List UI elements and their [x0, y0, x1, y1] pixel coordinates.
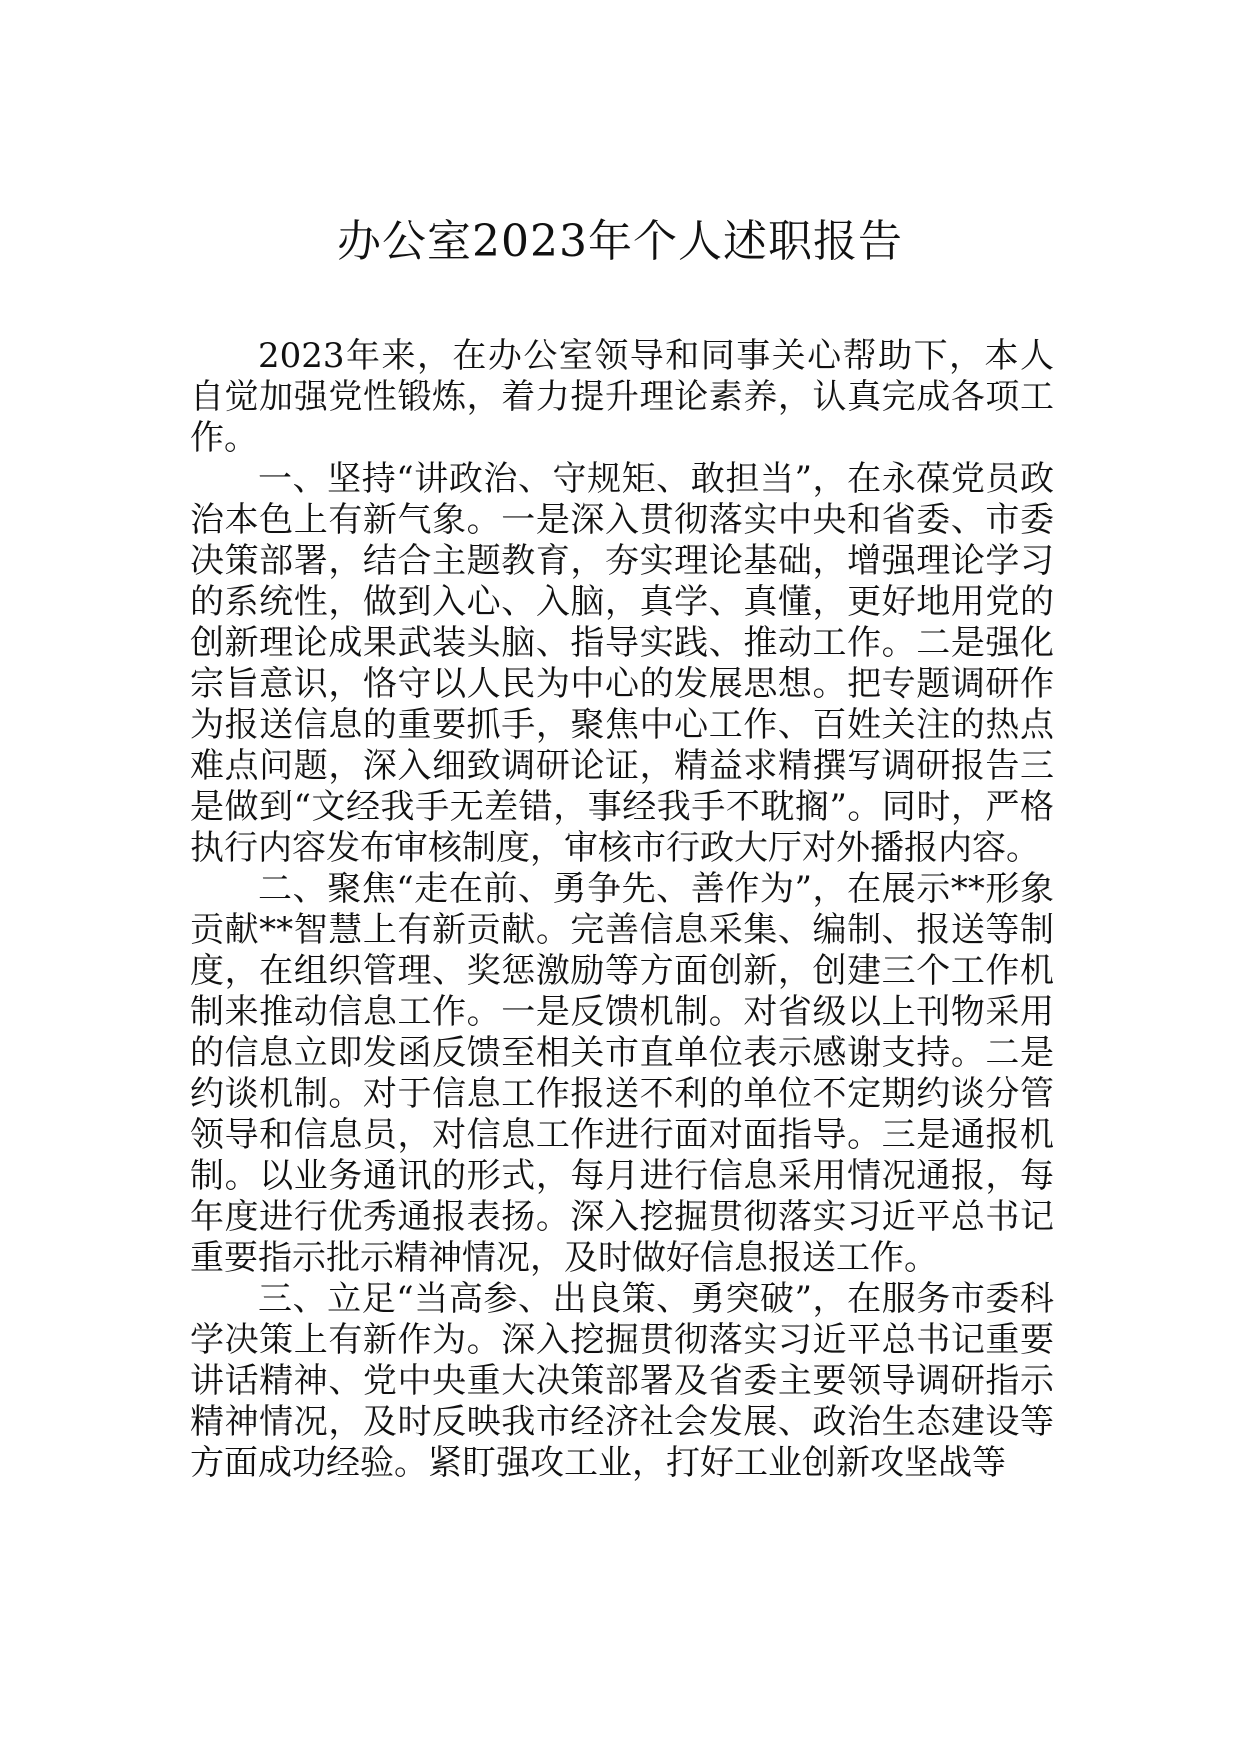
paragraph-intro: 2023年来，在办公室领导和同事关心帮助下，本人自觉加强党性锻炼，着力提升理论素养，认真完成各项工作。 — [190, 336, 1054, 458]
paragraph-section-three: 三、立足“当高参、出良策、勇突破”，在服务市委科学决策上有新作为。深入挖掘贯彻落实习近平总书记重要讲话精神、党中央重大决策部署及省委主要领导调研指示精神情况，及时反映我市经济社会发展、政治生态建设等方面成功经验。紧盯强攻工业，打好工业创新攻坚战等 — [190, 1279, 1054, 1483]
paragraph-section-one: 一、坚持“讲政治、守规矩、敢担当”，在永葆党员政治本色上有新气象。一是深入贯彻落实中央和省委、市委决策部署，结合主题教育，夯实理论基础，增强理论学习的系统性，做到入心、入脑，真学、真懂，更好地用党的创新理论成果武装头脑、指导实践、推动工作。二是强化宗旨意识，恪守以人民为中心的发展思想。把专题调研作为报送信息的重要抓手，聚焦中心工作、百姓关注的热点难点问题，深入细致调研论证，精益求精撰写调研报告三是做到“文经我手无差错，事经我手不耽搁”。同时，严格执行内容发布审核制度，审核市行政大厅对外播报内容。 — [190, 459, 1054, 868]
document-title: 办公室2023年个人述职报告 — [337, 216, 903, 267]
document-body — [190, 336, 1054, 1484]
paragraph-section-two: 二、聚焦“走在前、勇争先、善作为”，在展示**形象贡献**智慧上有新贡献。完善信息采集、编制、报送等制度，在组织管理、奖惩激励等方面创新，创建三个工作机制来推动信息工作。一是反馈机制。对省级以上刊物采用的信息立即发函反馈至相关市直单位表示感谢支持。二是约谈机制。对于信息工作报送不利的单位不定期约谈分管领导和信息员，对信息工作进行面对面指导。三是通报机制。以业务通讯的形式，每月进行信息采用情况通报，每年度进行优秀通报表扬。深入挖掘贯彻落实习近平总书记重要指示批示精神情况，及时做好信息报送工作。 — [190, 869, 1054, 1278]
